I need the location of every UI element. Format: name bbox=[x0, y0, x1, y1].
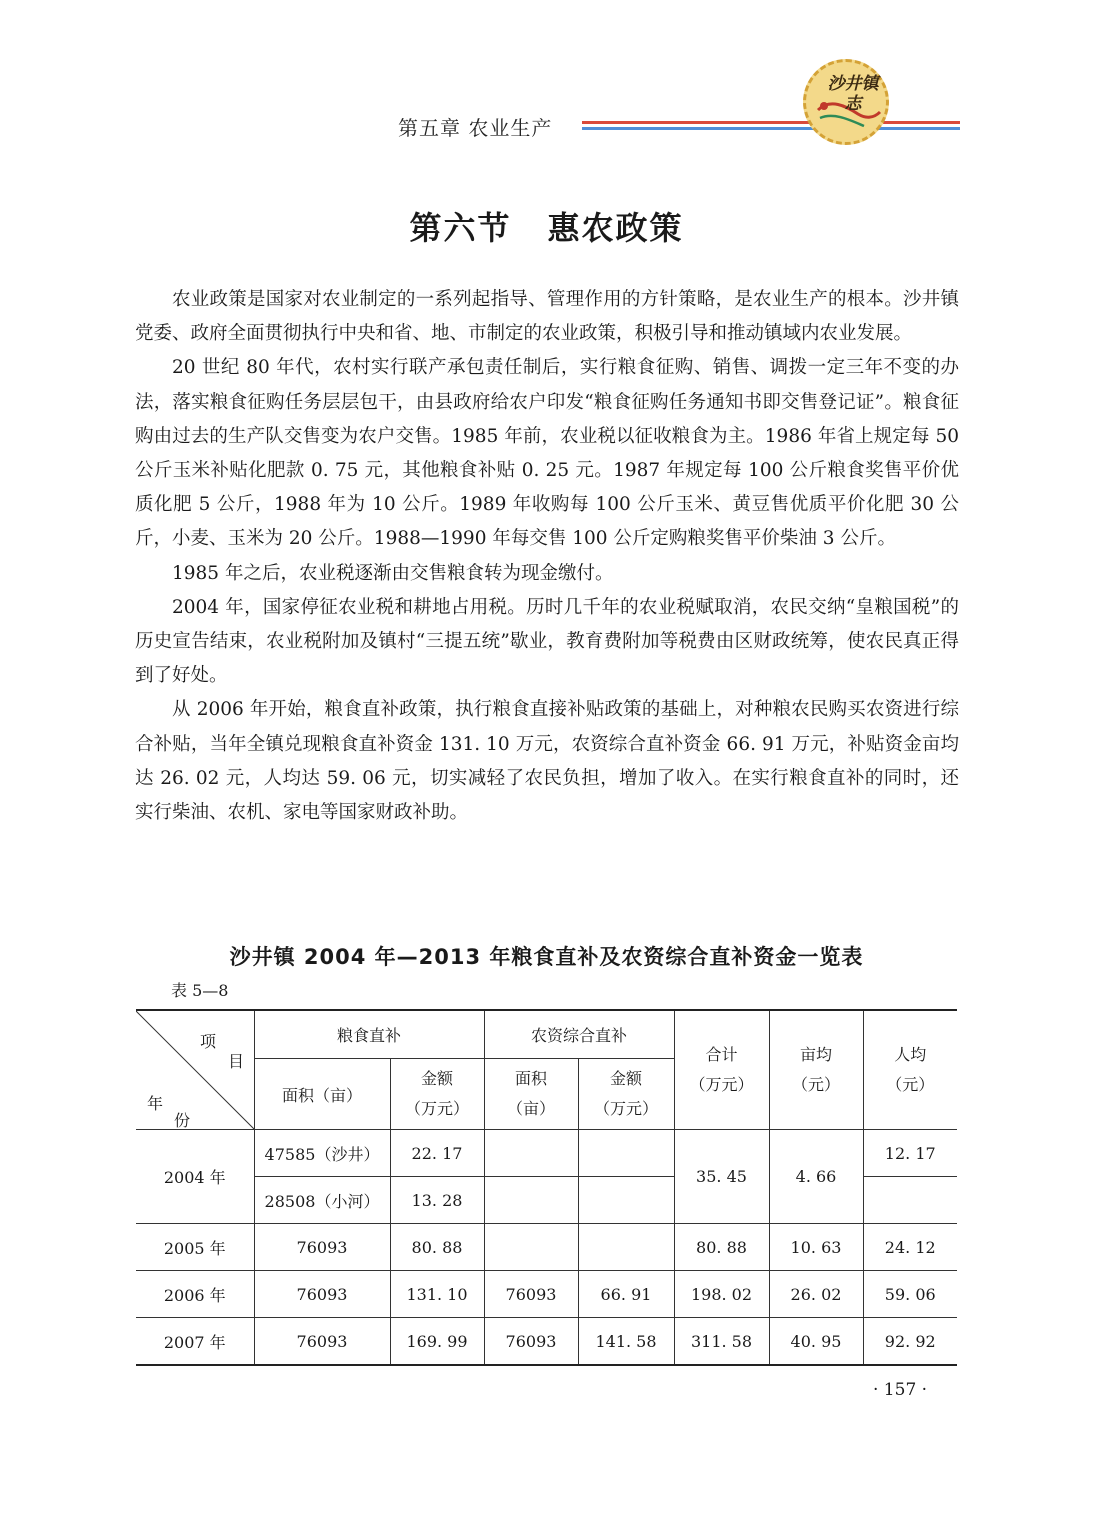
header-grain-subsidy: 粮食直补 bbox=[254, 1010, 484, 1059]
header-total: 合计 （万元） bbox=[674, 1010, 769, 1130]
table-row: 28508（小河） 13. 28 bbox=[136, 1177, 957, 1224]
paragraph: 1985 年之后，农业税逐渐由交售粮食转为现金缴付。 bbox=[172, 562, 614, 584]
table-row: 2007 年 76093 169. 99 76093 141. 58 311. 58 40. 95 92. 92 bbox=[136, 1318, 957, 1366]
subsidy-table bbox=[136, 1009, 957, 1366]
section-number: 第六节 bbox=[409, 209, 512, 247]
header-rule bbox=[582, 121, 960, 135]
header-amount-grain: 金额 （万元） bbox=[390, 1059, 484, 1130]
table-number: 表 5—8 bbox=[171, 981, 229, 1000]
header-amount-agri: 金额 （万元） bbox=[578, 1059, 674, 1130]
chapter-header: 第五章 农业生产 bbox=[398, 116, 553, 140]
book-seal-logo bbox=[803, 59, 889, 145]
diagonal-header-cell: 项 目 年 份 bbox=[136, 1010, 254, 1130]
paragraph: 2004 年，国家停征农业税和耕地占用税。历时几千年的农业税赋取消，农民交纳“皇粮国税”的历史宣告结束，农业税附加及镇村“三提五统”歇业，教育费附加等税费由区财政统筹，使农民真正得到了好处。 bbox=[135, 596, 959, 687]
paragraph: 20 世纪 80 年代，农村实行联产承包责任制后，实行粮食征购、销售、调拨一定三年不变的办法，落实粮食征购任务层层包干，由县政府给农户印发“粮食征购任务通知书即交售登记证”。粮食征购由过去的生产队交售变为农户交售。1985 年前，农业税以征收粮食为主。1986 年省上规定每 50 公斤玉米补贴化肥款 0. 75 元，其他粮食补贴 0. 25 元。1987 年规定每 100 公斤粮食奖售平价优质化肥 5 公斤，1988 年为 10 公斤。1989 年收购每 100 公斤玉米、黄豆售优质平价化肥 30 公斤，小麦、玉米为 20 公斤。1988—1990 年每交售 100 公斤定购粮奖售平价柴油 3 公斤。 bbox=[135, 357, 959, 550]
header-per-capita: 人均 （元） bbox=[863, 1010, 957, 1130]
table-title: 沙井镇 2004 年—2013 年粮食直补及农资综合直补资金一览表 bbox=[229, 945, 864, 969]
header-per-mu: 亩均 （元） bbox=[769, 1010, 863, 1130]
section-name: 惠农政策 bbox=[547, 209, 684, 247]
body-text bbox=[135, 283, 959, 830]
paragraph: 农业政策是国家对农业制定的一系列起指导、管理作用的方针策略，是农业生产的根本。沙井镇党委、政府全面贯彻执行中央和省、地、市制定的农业政策，积极引导和推动镇域内农业发展。 bbox=[135, 289, 959, 345]
table-row: 2005 年 76093 80. 88 80. 88 10. 63 24. 12 bbox=[136, 1224, 957, 1271]
page-number: · 157 · bbox=[873, 1380, 928, 1400]
header-area-agri: 面积 （亩） bbox=[484, 1059, 578, 1130]
table-row: 2006 年 76093 131. 10 76093 66. 91 198. 02 26. 02 59. 06 bbox=[136, 1271, 957, 1318]
table-row: 2004 年 47585（沙井） 22. 17 35. 45 4. 66 12. 17 bbox=[136, 1130, 957, 1177]
seal-text: 沙井镇志 bbox=[827, 74, 879, 114]
section-title bbox=[0, 203, 1093, 249]
paragraph: 从 2006 年开始，粮食直补政策，执行粮食直接补贴政策的基础上，对种粮农民购买农资进行综合补贴，当年全镇兑现粮食直补资金 131. 10 万元，农资综合直补资金 66. 91 万元，补贴资金亩均达 26. 02 元，人均达 59. 06 元，切实减轻了农民负担，增加了收入。在实行粮食直补的同时，还实行柴油、农机、家电等国家财政补助。 bbox=[135, 699, 959, 824]
header-agri-subsidy: 农资综合直补 bbox=[484, 1010, 674, 1059]
header-area-grain: 面积（亩） bbox=[254, 1059, 390, 1130]
